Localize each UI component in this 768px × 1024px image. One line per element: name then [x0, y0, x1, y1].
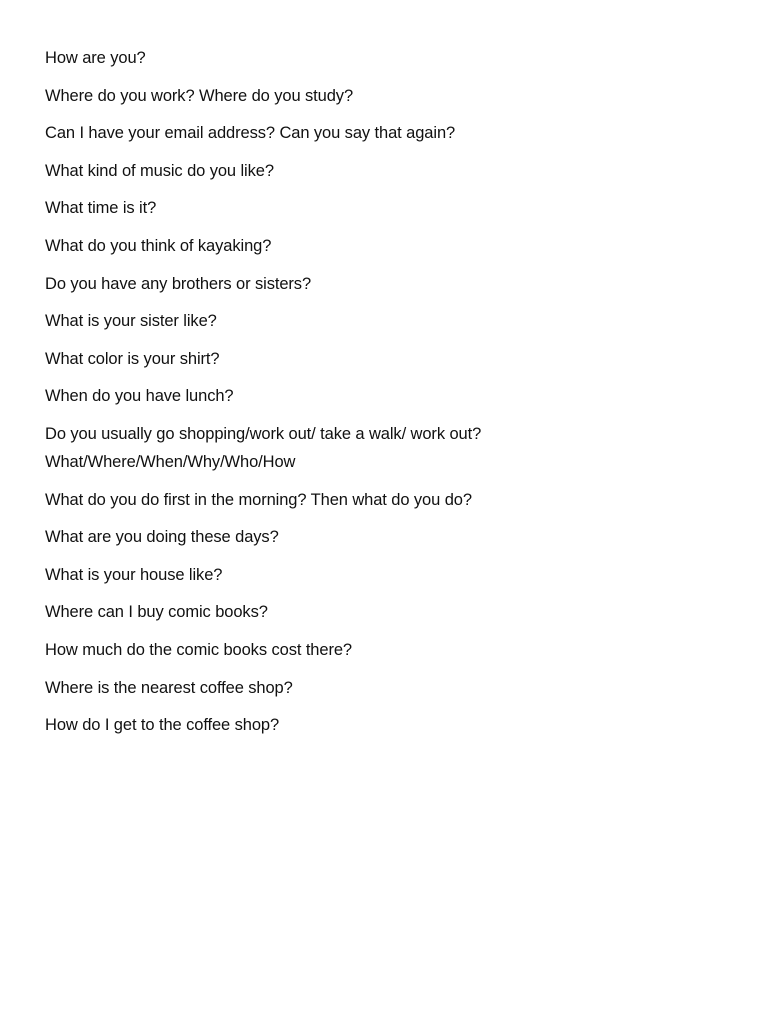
question-line: What color is your shirt? — [45, 349, 220, 368]
question-line: What are you doing these days? — [45, 528, 279, 547]
question-line: What is your sister like? — [45, 312, 217, 331]
question-line: What is your house like? — [45, 565, 223, 584]
question-line: Where can I buy comic books? — [45, 603, 268, 622]
question-line: Where is the nearest coffee shop? — [45, 678, 293, 697]
question-line: What time is it? — [45, 199, 157, 218]
question-list — [45, 47, 735, 752]
question-line: What do you do first in the morning? Then what do you do? — [45, 490, 472, 509]
question-line: Where do you work? Where do you study? — [45, 86, 354, 105]
question-line: Do you usually go shopping/work out/ take a walk/ work out? — [45, 424, 482, 443]
question-line: What kind of music do you like? — [45, 161, 274, 180]
question-line: What do you think of kayaking? — [45, 236, 272, 255]
question-words-line: What/Where/When/Why/Who/How — [45, 452, 296, 471]
question-line: How are you? — [45, 49, 146, 67]
question-line: How much do the comic books cost there? — [45, 640, 352, 659]
question-line: Do you have any brothers or sisters? — [45, 274, 312, 293]
question-line: Can I have your email address? Can you say that again? — [45, 124, 456, 143]
question-line: When do you have lunch? — [45, 387, 234, 406]
question-line: How do I get to the coffee shop? — [45, 716, 280, 735]
